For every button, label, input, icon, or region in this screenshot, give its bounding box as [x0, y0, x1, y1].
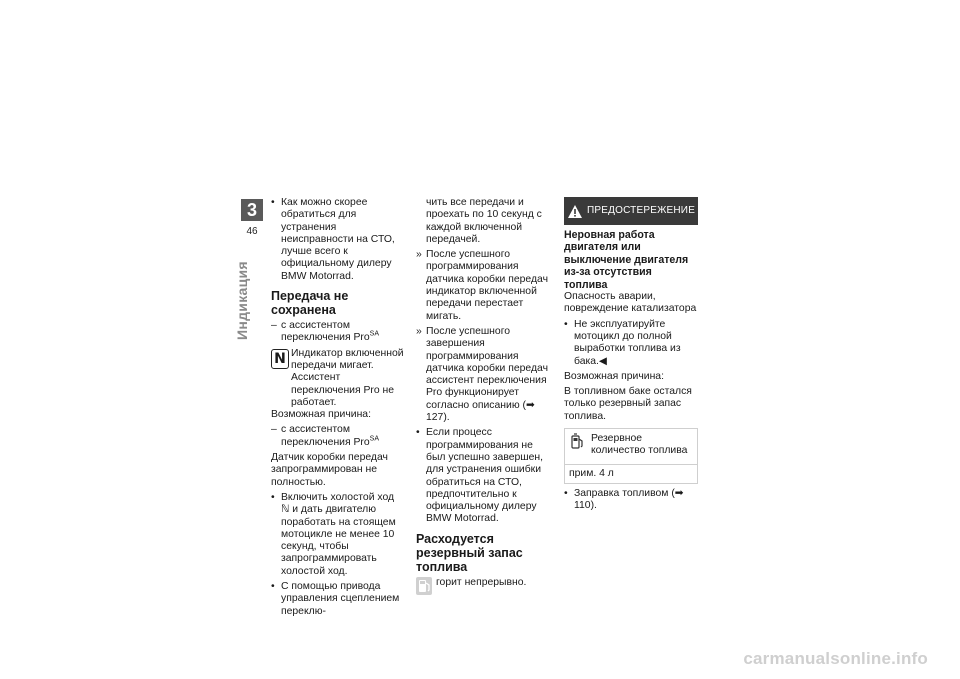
bullet-refuel: • Заправка топливом (➡ 110). [564, 488, 698, 513]
warning-triangle-icon [568, 205, 582, 218]
chapter-number: 3 [241, 199, 263, 221]
gear-indicator-note [271, 348, 405, 409]
reserve-fuel-table [564, 428, 698, 484]
continuation-text: чить все передачи и проехать по 10 секунд с каждой включенной передачей. [426, 197, 542, 245]
fuel-pump-icon [571, 433, 585, 449]
sa-superscript: SA [369, 435, 380, 443]
heading-reserve-fuel: Расходуется резервный запас топлива [416, 531, 523, 574]
column-2 [416, 197, 550, 599]
fuel-pump-icon [416, 577, 432, 595]
reserve-fuel-note [416, 577, 550, 599]
table-label: Резервное количество топлива [591, 433, 688, 457]
cause-reserve-only: В топливном баке остался только резервный запас топлива. [564, 386, 692, 422]
bullet-clutch-actuator: • С помощью привода управления сцеплением переклю- [271, 581, 405, 618]
column-1 [271, 197, 405, 621]
warning-label: ПРЕДОСТЕРЕЖЕНИЕ [587, 204, 696, 216]
column-3 [564, 197, 698, 515]
bullet-programming-failed: • Если процесс программирования не был успешно завершен, для устранения ошибки обратиться на СТО, предпочтительно к официальному дилеру BMW Motorrad. [416, 427, 550, 525]
dash-shift-assistant-2 [271, 424, 405, 449]
table-value: прим. 4 л [569, 467, 614, 479]
result-assistant-works: » После успешного завершения программирования датчика коробки передач ассистент переключения Pro функционирует согласно описанию (➡ 127). [416, 326, 550, 424]
gear-indicator-text: Индикатор включенной передачи мигает. Ассистент переключения Pro не работает. [291, 347, 404, 408]
bullet-contact-workshop: • Как можно скорее обратиться для устранения неисправности на СТО, лучше всего к официальному дилеру BMW Motorrad. [271, 197, 405, 283]
warning-heading: Неровная работа двигателя или выключение двигателя из-за отсутствия топлива [564, 229, 689, 291]
neutral-n-icon: N [271, 349, 289, 369]
dash-text: с ассистентом переключения Pro [281, 320, 370, 344]
page-number: 46 [246, 226, 258, 237]
bullet-engage-neutral: • Включить холостой ход ℕ и дать двигателю поработать на стоящем мотоцикле не менее 10 секунд, чтобы запрограммировать холостой ход. [271, 492, 405, 578]
possible-cause-label: Возможная причина: [271, 409, 371, 421]
chapter-side-label: Индикация [234, 261, 250, 340]
dash-shift-assistant-1 [271, 320, 405, 345]
sa-superscript: SA [369, 330, 380, 338]
possible-cause-label: Возможная причина: [564, 370, 664, 382]
result-indicator-stops: » После успешного программирования датчика коробки передач индикатор включенной передачи перестает мигать. [416, 249, 550, 323]
danger-text: Опасность аварии, повреждение катализатора [564, 291, 697, 315]
table-header [565, 429, 697, 465]
watermark: carmanualsonline.info [743, 648, 928, 668]
heading-gear-not-saved: Передача не сохранена [271, 289, 349, 318]
dash-text: с ассистентом переключения Pro [281, 424, 370, 448]
warning-banner [564, 197, 698, 225]
bullet-do-not-run-dry: • Не эксплуатируйте мотоцикл до полной выработки топлива из бака.◀ [564, 319, 698, 368]
reserve-fuel-text: горит непрерывно. [436, 576, 527, 588]
sensor-not-programmed: Датчик коробки передач запрограммирован не полностью. [271, 452, 388, 488]
